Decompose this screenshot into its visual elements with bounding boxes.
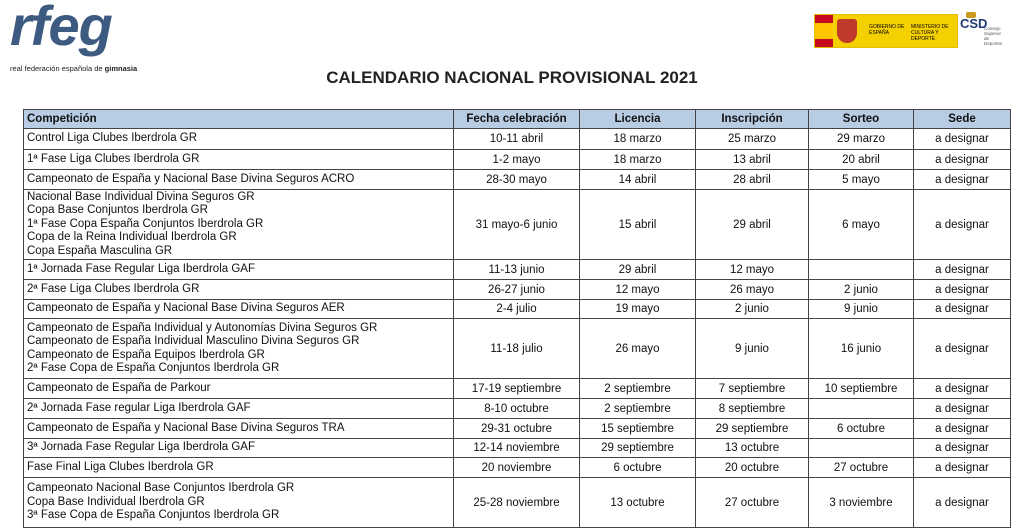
competition-name: Copa Base Conjuntos Iberdrola GR bbox=[27, 204, 208, 217]
cell-sede: a designar bbox=[914, 379, 1011, 399]
cell-inscripcion: 8 septiembre bbox=[696, 399, 809, 419]
cell-licencia: 19 mayo bbox=[580, 300, 696, 319]
table-row bbox=[24, 150, 1011, 170]
competition-name: Campeonato de España de Parkour bbox=[27, 381, 211, 394]
cell-competicion bbox=[24, 458, 454, 478]
cell-competicion bbox=[24, 190, 454, 260]
table-row bbox=[24, 129, 1011, 150]
cell-fecha: 11-13 junio bbox=[454, 260, 580, 280]
cell-fecha: 29-31 octubre bbox=[454, 419, 580, 439]
competition-name: 3ª Jornada Fase Regular Liga Iberdrola GAF bbox=[27, 441, 255, 454]
logo-subtitle-bold: gimnasia bbox=[104, 64, 138, 73]
cell-fecha: 26-27 junio bbox=[454, 280, 580, 300]
cell-licencia: 6 octubre bbox=[580, 458, 696, 478]
competition-name: 3ª Fase Copa de España Conjuntos Iberdrola GR bbox=[27, 509, 280, 522]
page-title: CALENDARIO NACIONAL PROVISIONAL 2021 bbox=[326, 68, 698, 87]
cell-sorteo bbox=[809, 399, 914, 419]
table-row bbox=[24, 478, 1011, 528]
competition-name: Copa de la Reina Individual Iberdrola GR bbox=[27, 231, 237, 244]
cell-sorteo: 6 octubre bbox=[809, 419, 914, 439]
gov-text-ministerio: MINISTERIO DE CULTURA Y DEPORTE bbox=[911, 24, 949, 42]
competition-name: 2ª Fase Copa de España Conjuntos Iberdrola GR bbox=[27, 362, 280, 374]
cell-sorteo: 10 septiembre bbox=[809, 379, 914, 399]
cell-competicion bbox=[24, 170, 454, 190]
cell-sorteo: 16 junio bbox=[809, 319, 914, 379]
cell-inscripcion: 7 septiembre bbox=[696, 379, 809, 399]
cell-competicion bbox=[24, 260, 454, 280]
column-header-licencia: Licencia bbox=[580, 110, 696, 129]
cell-sorteo: 2 junio bbox=[809, 280, 914, 300]
cell-fecha: 31 mayo-6 junio bbox=[454, 190, 580, 260]
cell-competicion bbox=[24, 300, 454, 319]
table-row bbox=[24, 170, 1011, 190]
cell-fecha: 17-19 septiembre bbox=[454, 379, 580, 399]
competition-name: Campeonato Nacional Base Conjuntos Iberdrola GR bbox=[27, 482, 295, 495]
competition-name: Nacional Base Individual Divina Seguros GR bbox=[27, 190, 255, 203]
spain-flag-icon bbox=[815, 15, 833, 47]
table-row bbox=[24, 260, 1011, 280]
competition-name: Campeonato de España y Nacional Base Divina Seguros AER bbox=[27, 302, 345, 315]
cell-inscripcion: 13 abril bbox=[696, 150, 809, 170]
cell-fecha: 11-18 julio bbox=[454, 319, 580, 379]
coat-of-arms-icon bbox=[837, 19, 857, 43]
table-row bbox=[24, 319, 1011, 379]
cell-inscripcion: 9 junio bbox=[696, 319, 809, 379]
cell-sede: a designar bbox=[914, 439, 1011, 458]
rfeg-logo bbox=[10, 0, 138, 73]
cell-licencia: 18 marzo bbox=[580, 129, 696, 150]
cell-sede: a designar bbox=[914, 399, 1011, 419]
competition-name: Campeonato de España Individual Masculino Divina Seguros GR bbox=[27, 335, 360, 347]
table-header-row bbox=[24, 110, 1011, 129]
table-row bbox=[24, 458, 1011, 478]
cell-licencia: 18 marzo bbox=[580, 150, 696, 170]
cell-sede: a designar bbox=[914, 260, 1011, 280]
cell-competicion bbox=[24, 419, 454, 439]
cell-sede: a designar bbox=[914, 319, 1011, 379]
cell-competicion bbox=[24, 379, 454, 399]
cell-inscripcion: 26 mayo bbox=[696, 280, 809, 300]
competition-name: Campeonato de España y Nacional Base Divina Seguros ACRO bbox=[27, 172, 355, 185]
cell-sede: a designar bbox=[914, 129, 1011, 150]
logo-wordmark: rfeg bbox=[10, 0, 112, 57]
table-row bbox=[24, 280, 1011, 300]
table-row bbox=[24, 419, 1011, 439]
cell-fecha: 25-28 noviembre bbox=[454, 478, 580, 528]
cell-competicion bbox=[24, 150, 454, 170]
cell-licencia: 15 septiembre bbox=[580, 419, 696, 439]
cell-sede: a designar bbox=[914, 478, 1011, 528]
table-row bbox=[24, 300, 1011, 319]
cell-fecha: 10-11 abril bbox=[454, 129, 580, 150]
cell-sorteo: 20 abril bbox=[809, 150, 914, 170]
csd-mark: CSD bbox=[960, 16, 988, 31]
competition-name: Campeonato de España Individual y Autonomías Divina Seguros GR bbox=[27, 321, 378, 334]
csd-subtitle: Consejo Superior de Deportes bbox=[984, 26, 1003, 46]
cell-sorteo: 6 mayo bbox=[809, 190, 914, 260]
cell-sede: a designar bbox=[914, 419, 1011, 439]
cell-inscripcion: 27 octubre bbox=[696, 478, 809, 528]
cell-inscripcion: 29 septiembre bbox=[696, 419, 809, 439]
competition-name: Campeonato de España Equipos Iberdrola GR bbox=[27, 348, 265, 361]
cell-inscripcion: 20 octubre bbox=[696, 458, 809, 478]
table-row bbox=[24, 439, 1011, 458]
column-header-inscripcion: Inscripción bbox=[696, 110, 809, 129]
cell-competicion bbox=[24, 319, 454, 379]
cell-fecha: 28-30 mayo bbox=[454, 170, 580, 190]
cell-sede: a designar bbox=[914, 150, 1011, 170]
competition-name: Control Liga Clubes Iberdrola GR bbox=[27, 132, 198, 145]
cell-licencia: 2 septiembre bbox=[580, 379, 696, 399]
competition-name: 2ª Fase Liga Clubes Iberdrola GR bbox=[27, 282, 200, 295]
cell-sede: a designar bbox=[914, 300, 1011, 319]
competition-name: Fase Final Liga Clubes Iberdrola GR bbox=[27, 460, 214, 473]
cell-sorteo: 27 octubre bbox=[809, 458, 914, 478]
competition-name: Copa España Masculina GR bbox=[27, 244, 173, 257]
cell-fecha: 8-10 octubre bbox=[454, 399, 580, 419]
column-header-sorteo: Sorteo bbox=[809, 110, 914, 129]
cell-sorteo: 5 mayo bbox=[809, 170, 914, 190]
column-header-competicion: Competición bbox=[24, 110, 454, 129]
table-row bbox=[24, 190, 1011, 260]
cell-fecha: 12-14 noviembre bbox=[454, 439, 580, 458]
gov-text-gobierno: GOBIERNO DE ESPAÑA bbox=[869, 24, 905, 36]
cell-sorteo bbox=[809, 439, 914, 458]
cell-sorteo: 29 marzo bbox=[809, 129, 914, 150]
cell-fecha: 20 noviembre bbox=[454, 458, 580, 478]
cell-licencia: 14 abril bbox=[580, 170, 696, 190]
competition-name: Copa Base Individual Iberdrola GR bbox=[27, 495, 205, 508]
cell-sorteo: 3 noviembre bbox=[809, 478, 914, 528]
competition-name: 1ª Fase Copa España Conjuntos Iberdrola GR bbox=[27, 217, 264, 230]
cell-fecha: 2-4 julio bbox=[454, 300, 580, 319]
column-header-sede: Sede bbox=[914, 110, 1011, 129]
government-logo bbox=[814, 14, 958, 48]
cell-inscripcion: 13 octubre bbox=[696, 439, 809, 458]
cell-sede: a designar bbox=[914, 280, 1011, 300]
cell-competicion bbox=[24, 439, 454, 458]
cell-licencia: 26 mayo bbox=[580, 319, 696, 379]
cell-inscripcion: 29 abril bbox=[696, 190, 809, 260]
cell-sede: a designar bbox=[914, 170, 1011, 190]
cell-fecha: 1-2 mayo bbox=[454, 150, 580, 170]
logo-subtitle-normal: real federación española de bbox=[10, 64, 103, 73]
calendar-table bbox=[23, 109, 1011, 528]
cell-competicion bbox=[24, 129, 454, 150]
cell-competicion bbox=[24, 280, 454, 300]
competition-name: 2ª Jornada Fase regular Liga Iberdrola GAF bbox=[27, 401, 251, 414]
competition-name: Campeonato de España y Nacional Base Divina Seguros TRA bbox=[27, 421, 345, 434]
cell-licencia: 29 septiembre bbox=[580, 439, 696, 458]
competition-name: 1ª Jornada Fase Regular Liga Iberdrola GAF bbox=[27, 262, 255, 275]
cell-licencia: 13 octubre bbox=[580, 478, 696, 528]
cell-licencia: 12 mayo bbox=[580, 280, 696, 300]
table-row bbox=[24, 379, 1011, 399]
cell-inscripcion: 28 abril bbox=[696, 170, 809, 190]
column-header-fecha: Fecha celebración bbox=[454, 110, 580, 129]
cell-inscripcion: 25 marzo bbox=[696, 129, 809, 150]
table-row bbox=[24, 399, 1011, 419]
cell-licencia: 15 abril bbox=[580, 190, 696, 260]
cell-sede: a designar bbox=[914, 458, 1011, 478]
cell-competicion bbox=[24, 478, 454, 528]
cell-inscripcion: 2 junio bbox=[696, 300, 809, 319]
csd-logo bbox=[960, 12, 1006, 48]
cell-licencia: 2 septiembre bbox=[580, 399, 696, 419]
cell-competicion bbox=[24, 399, 454, 419]
cell-inscripcion: 12 mayo bbox=[696, 260, 809, 280]
competition-name: 1ª Fase Liga Clubes Iberdrola GR bbox=[27, 152, 200, 165]
cell-licencia: 29 abril bbox=[580, 260, 696, 280]
cell-sede: a designar bbox=[914, 190, 1011, 260]
cell-sorteo: 9 junio bbox=[809, 300, 914, 319]
cell-sorteo bbox=[809, 260, 914, 280]
